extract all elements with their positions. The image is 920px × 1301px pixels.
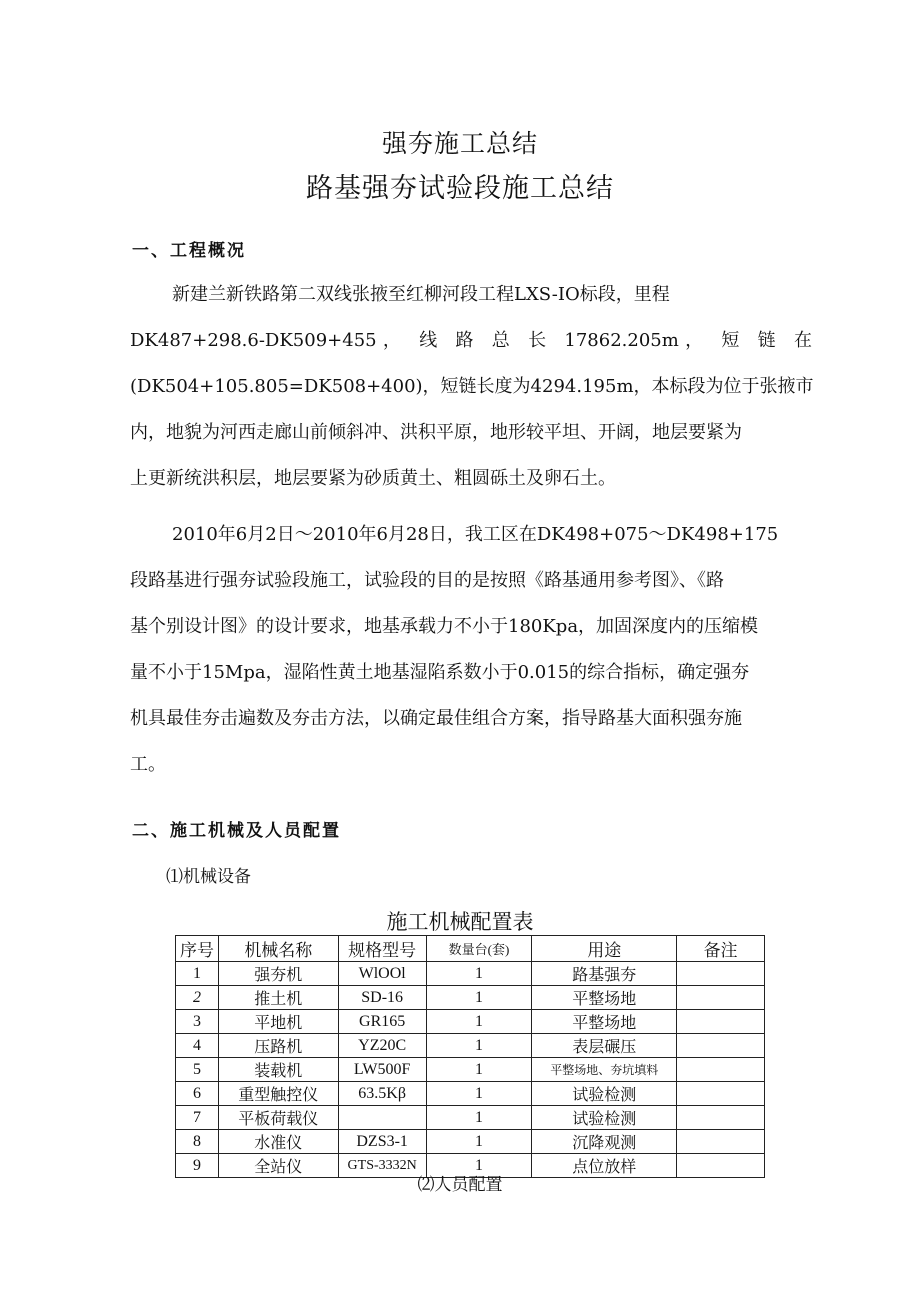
table-cell: 沉降观测 (532, 1130, 677, 1154)
table-cell: 压路机 (218, 1034, 338, 1058)
table-cell (677, 1010, 765, 1034)
table-cell: 试验检测 (532, 1082, 677, 1106)
document-title: 强夯施工总结 (381, 129, 538, 158)
table-cell (677, 1058, 765, 1082)
paragraph-line: 上更新统洪积层，地层要紧为砂质黄土、粗圆砾土及卵石土。 (130, 468, 616, 489)
table-cell: DZS3-1 (338, 1130, 426, 1154)
table-cell: 推土机 (218, 986, 338, 1010)
paragraph-line: 基个别设计图》的设计要求，地基承载力不小于180Kpa，加固深度内的压缩模 (130, 616, 759, 637)
table-cell: 8 (176, 1130, 219, 1154)
paragraph-line: 机具最佳夯击遍数及夯击方法，以确定最佳组合方案，指导路基大面积强夯施 (130, 708, 742, 729)
section-heading-machinery: 二、施工机械及人员配置 (132, 821, 341, 841)
subsection-personnel: ⑵人员配置 (417, 1175, 503, 1195)
table-cell: 强夯机 (218, 962, 338, 986)
column-header: 机械名称 (218, 936, 338, 962)
table-cell (677, 1106, 765, 1130)
table-row (176, 1082, 765, 1106)
table-cell: 5 (176, 1058, 219, 1082)
table-cell: 全站仪 (218, 1154, 338, 1178)
table-cell: 2 (176, 986, 219, 1010)
table-cell: 6 (176, 1082, 219, 1106)
table-title: 施工机械配置表 (386, 910, 534, 934)
table-cell (677, 962, 765, 986)
table-cell: 1 (426, 1106, 532, 1130)
table-row (176, 1058, 765, 1082)
table-cell: GTS-3332N (338, 1154, 426, 1178)
table-cell: 1 (426, 1082, 532, 1106)
table-row (176, 1010, 765, 1034)
table-cell: 路基强夯 (532, 962, 677, 986)
table-cell: 平板荷载仪 (218, 1106, 338, 1130)
table-cell: YZ20C (338, 1034, 426, 1058)
table-cell: WlOOl (338, 962, 426, 986)
table-cell: SD-16 (338, 986, 426, 1010)
table-row (176, 1106, 765, 1130)
paragraph-line: 工。 (130, 754, 166, 775)
machinery-table (175, 935, 765, 1178)
table-cell (677, 1130, 765, 1154)
table-cell: 1 (426, 986, 532, 1010)
table-cell (338, 1106, 426, 1130)
table-cell: 装载机 (218, 1058, 338, 1082)
table-cell: 7 (176, 1106, 219, 1130)
paragraph-line: (DK504+105.805=DK508+400)，短链长度为4294.195m，本标段为位于张掖市 (130, 376, 814, 397)
column-header: 数量台(套) (426, 936, 532, 962)
table-row (176, 986, 765, 1010)
table-cell: 4 (176, 1034, 219, 1058)
table-cell: 3 (176, 1010, 219, 1034)
table-cell: 1 (426, 1130, 532, 1154)
table-cell: 试验检测 (532, 1106, 677, 1130)
column-header: 规格型号 (338, 936, 426, 962)
table-cell: 表层碾压 (532, 1034, 677, 1058)
table-row (176, 962, 765, 986)
column-header: 用途 (532, 936, 677, 962)
table-cell: 水准仪 (218, 1130, 338, 1154)
paragraph-line: DK487+298.6-DK509+455， 线 路 总 长 17862.205m， 短 链 在 (130, 330, 812, 351)
table-header-row (176, 936, 765, 962)
table-cell: 9 (176, 1154, 219, 1178)
column-header: 序号 (176, 936, 219, 962)
table-row (176, 1130, 765, 1154)
paragraph-project-overview (130, 272, 812, 502)
table-cell: 1 (426, 1010, 532, 1034)
table-cell: 63.5Kβ (338, 1082, 426, 1106)
table-cell: 平地机 (218, 1010, 338, 1034)
paragraph-line: 内，地貌为河西走廊山前倾斜冲、洪积平原，地形较平坦、开阔，地层要紧为 (130, 422, 742, 443)
paragraph-test-section (130, 512, 812, 788)
table-cell: 平整场地、夯坑填料 (532, 1058, 677, 1082)
paragraph-line: 2010年6月2日～2010年6月28日，我工区在DK498+075～DK498+175 (172, 524, 779, 545)
table-cell: 1 (176, 962, 219, 986)
document-subtitle: 路基强夯试验段施工总结 (306, 173, 614, 204)
table-cell: 1 (426, 1058, 532, 1082)
paragraph-line: 新建兰新铁路第二双线张掖至红柳河段工程LXS-IO标段，里程 (172, 284, 670, 305)
table-cell (677, 986, 765, 1010)
paragraph-line: 段路基进行强夯试验段施工，试验段的目的是按照《路基通用参考图》、《路 (130, 570, 724, 591)
table-cell: 1 (426, 962, 532, 986)
table-cell: GR165 (338, 1010, 426, 1034)
table-cell: 重型触控仪 (218, 1082, 338, 1106)
table-cell (677, 1034, 765, 1058)
paragraph-line: 量不小于15Mpa，湿陷性黄土地基湿陷系数小于0.015的综合指标，确定强夯 (130, 662, 750, 683)
section-heading-overview: 一、工程概况 (132, 241, 246, 261)
table-cell: LW500F (338, 1058, 426, 1082)
table-cell: 平整场地 (532, 986, 677, 1010)
table-cell (677, 1082, 765, 1106)
column-header: 备注 (677, 936, 765, 962)
table-cell: 平整场地 (532, 1010, 677, 1034)
subsection-machinery: ⑴机械设备 (166, 867, 251, 887)
table-cell: 1 (426, 1154, 532, 1178)
table-cell: 点位放样 (532, 1154, 677, 1178)
table-cell: 1 (426, 1034, 532, 1058)
table-row (176, 1034, 765, 1058)
